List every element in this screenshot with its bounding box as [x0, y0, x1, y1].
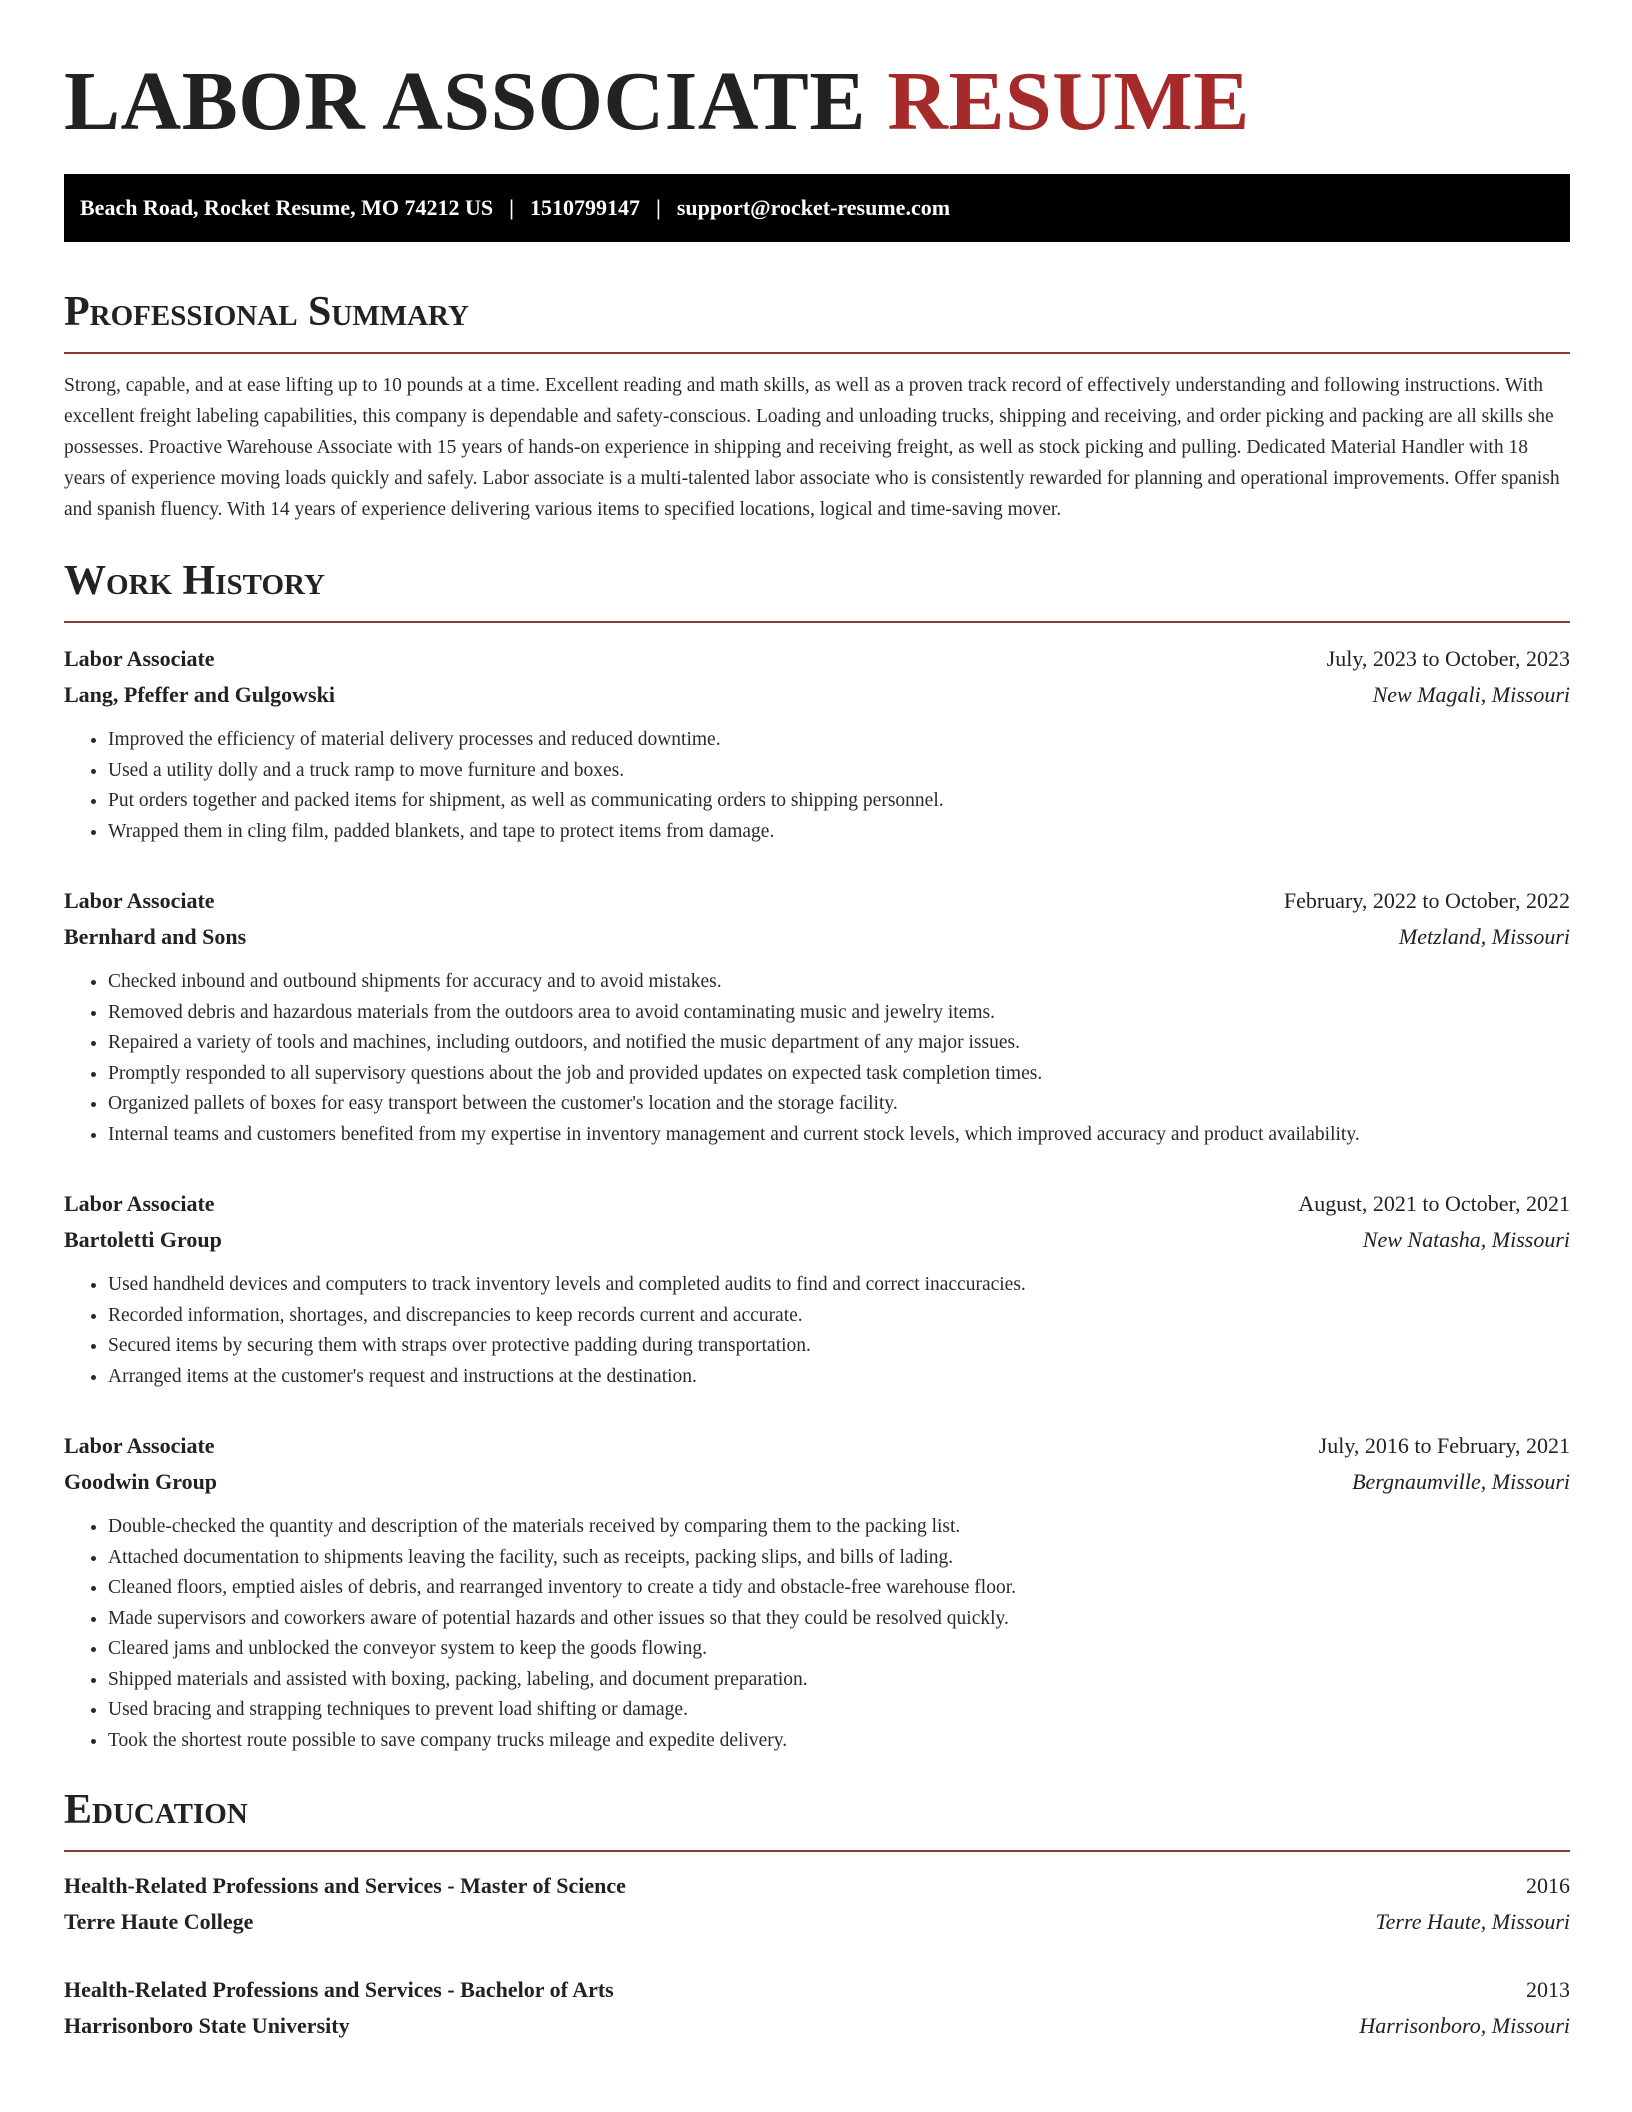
job-bullet: • Cleared jams and unblocked the conveyor system to keep the goods flowing. — [108, 1634, 1570, 1665]
section-divider — [64, 352, 1570, 354]
education-location: Harrisonboro, Missouri — [1359, 2013, 1570, 2038]
job-entry — [64, 1428, 1570, 1756]
job-bullet: • Removed debris and hazardous materials from the outdoors area to avoid contaminating music and jewelry items. — [108, 998, 1570, 1029]
job-title: Labor Associate — [64, 888, 215, 913]
job-bullet: • Internal teams and customers benefited from my expertise in inventory management and current stock levels, which improved accuracy and product availability. — [108, 1120, 1570, 1151]
summary-text: Strong, capable, and at ease lifting up to 10 pounds at a time. Excellent reading and math skills, as well as a proven track record of effectively understanding and following instructions. With excellent freight labeling capabilities, this company is dependable and safety-conscious. Loading and unloading trucks, shipping and receiving, and order picking and packing are all skills she possesses. Proactive Warehouse Associate with 15 years of hands-on experience in shipping and receiving freight, as well as stock picking and pulling. Dedicated Material Handler with 18 years of experience moving loads quickly and safely. Labor associate is a multi-talented labor associate who is consistently rewarded for planning and operational improvements. Offer spanish and spanish fluency. With 14 years of experience delivering various items to specified locations, logical and time-saving mover. — [64, 375, 1560, 520]
contact-address: Beach Road, Rocket Resume, MO 74212 US — [80, 195, 494, 220]
job-bullet: • Recorded information, shortages, and discrepancies to keep records current and accurate. — [108, 1301, 1570, 1332]
section-title-summary: Professional Summary — [64, 289, 469, 335]
job-company: Bartoletti Group — [64, 1227, 222, 1252]
job-bullet: • Used bracing and strapping techniques to prevent load shifting or damage. — [108, 1695, 1570, 1726]
section-title-education: Education — [64, 1787, 248, 1833]
job-bullet: • Wrapped them in cling film, padded blankets, and tape to protect items from damage. — [108, 817, 1570, 848]
job-bullet: • Checked inbound and outbound shipments for accuracy and to avoid mistakes. — [108, 967, 1570, 998]
education-section — [64, 1782, 1570, 2044]
job-bullet: • Used a utility dolly and a truck ramp to move furniture and boxes. — [108, 756, 1570, 787]
job-dates: August, 2021 to October, 2021 — [1298, 1191, 1570, 1216]
resume-title — [64, 52, 1570, 152]
contact-bar — [64, 174, 1570, 242]
job-bullet: • Shipped materials and assisted with boxing, packing, labeling, and document preparation. — [108, 1665, 1570, 1696]
job-bullet: • Used handheld devices and computers to track inventory levels and completed audits to find and correct inaccuracies. — [108, 1270, 1570, 1301]
work-history-section — [64, 553, 1570, 1756]
summary-section — [64, 284, 1570, 525]
job-bullet: • Secured items by securing them with straps over protective padding during transportation. — [108, 1331, 1570, 1362]
education-entry — [64, 1868, 1570, 1940]
education-entry — [64, 1972, 1570, 2044]
contact-phone: 1510799147 — [529, 195, 640, 220]
education-year: 2016 — [1526, 1873, 1570, 1898]
job-bullet: • Arranged items at the customer's request and instructions at the destination. — [108, 1362, 1570, 1393]
job-bullet: • Took the shortest route possible to save company trucks mileage and expedite delivery. — [108, 1726, 1570, 1757]
job-bullets — [64, 725, 1570, 847]
job-bullet: • Organized pallets of boxes for easy transport between the customer's location and the storage facility. — [108, 1089, 1570, 1120]
title-main: LABOR ASSOCIATE — [64, 55, 866, 148]
title-accent: RESUME — [887, 55, 1250, 148]
section-divider — [64, 1850, 1570, 1852]
job-title: Labor Associate — [64, 1191, 215, 1216]
job-bullet: • Put orders together and packed items for shipment, as well as communicating orders to shipping personnel. — [108, 786, 1570, 817]
job-company: Bernhard and Sons — [64, 924, 247, 949]
contact-separator: | — [655, 195, 661, 220]
education-year: 2013 — [1526, 1977, 1570, 2002]
job-bullet: • Repaired a variety of tools and machines, including outdoors, and notified the music department of any major issues. — [108, 1028, 1570, 1059]
job-entry — [64, 641, 1570, 847]
job-location: Bergnaumville, Missouri — [1352, 1469, 1570, 1494]
job-location: New Magali, Missouri — [1372, 682, 1570, 707]
job-bullet: • Attached documentation to shipments leaving the facility, such as receipts, packing slips, and bills of lading. — [108, 1543, 1570, 1574]
job-bullet: • Double-checked the quantity and description of the materials received by comparing them to the packing list. — [108, 1512, 1570, 1543]
job-company: Goodwin Group — [64, 1469, 218, 1494]
job-location: New Natasha, Missouri — [1362, 1227, 1570, 1252]
job-bullets — [64, 1512, 1570, 1756]
job-bullet: • Cleaned floors, emptied aisles of debris, and rearranged inventory to create a tidy and obstacle-free warehouse floor. — [108, 1573, 1570, 1604]
job-dates: July, 2016 to February, 2021 — [1318, 1433, 1570, 1458]
section-divider — [64, 621, 1570, 623]
job-bullets — [64, 1270, 1570, 1392]
education-degree: Health-Related Professions and Services - Master of Science — [64, 1873, 626, 1898]
resume-content — [64, 52, 1570, 2044]
section-title-work-history: Work History — [64, 558, 325, 604]
education-school: Harrisonboro State University — [64, 2013, 350, 2038]
job-title: Labor Associate — [64, 1433, 215, 1458]
job-entry — [64, 883, 1570, 1150]
job-bullet: • Made supervisors and coworkers aware of potential hazards and other issues so that they could be resolved quickly. — [108, 1604, 1570, 1635]
job-dates: July, 2023 to October, 2023 — [1326, 646, 1570, 671]
contact-email: support@rocket-resume.com — [676, 195, 951, 220]
job-location: Metzland, Missouri — [1398, 924, 1570, 949]
job-entry — [64, 1186, 1570, 1392]
education-degree: Health-Related Professions and Services - Bachelor of Arts — [64, 1977, 614, 2002]
job-bullet: • Improved the efficiency of material delivery processes and reduced downtime. — [108, 725, 1570, 756]
job-bullet: • Promptly responded to all supervisory questions about the job and provided updates on expected task completion times. — [108, 1059, 1570, 1090]
job-dates: February, 2022 to October, 2022 — [1283, 888, 1570, 913]
contact-separator: | — [509, 195, 514, 220]
education-school: Terre Haute College — [64, 1909, 254, 1934]
job-company: Lang, Pfeffer and Gulgowski — [64, 682, 335, 707]
job-bullets — [64, 967, 1570, 1150]
job-title: Labor Associate — [64, 646, 215, 671]
education-location: Terre Haute, Missouri — [1375, 1909, 1570, 1934]
